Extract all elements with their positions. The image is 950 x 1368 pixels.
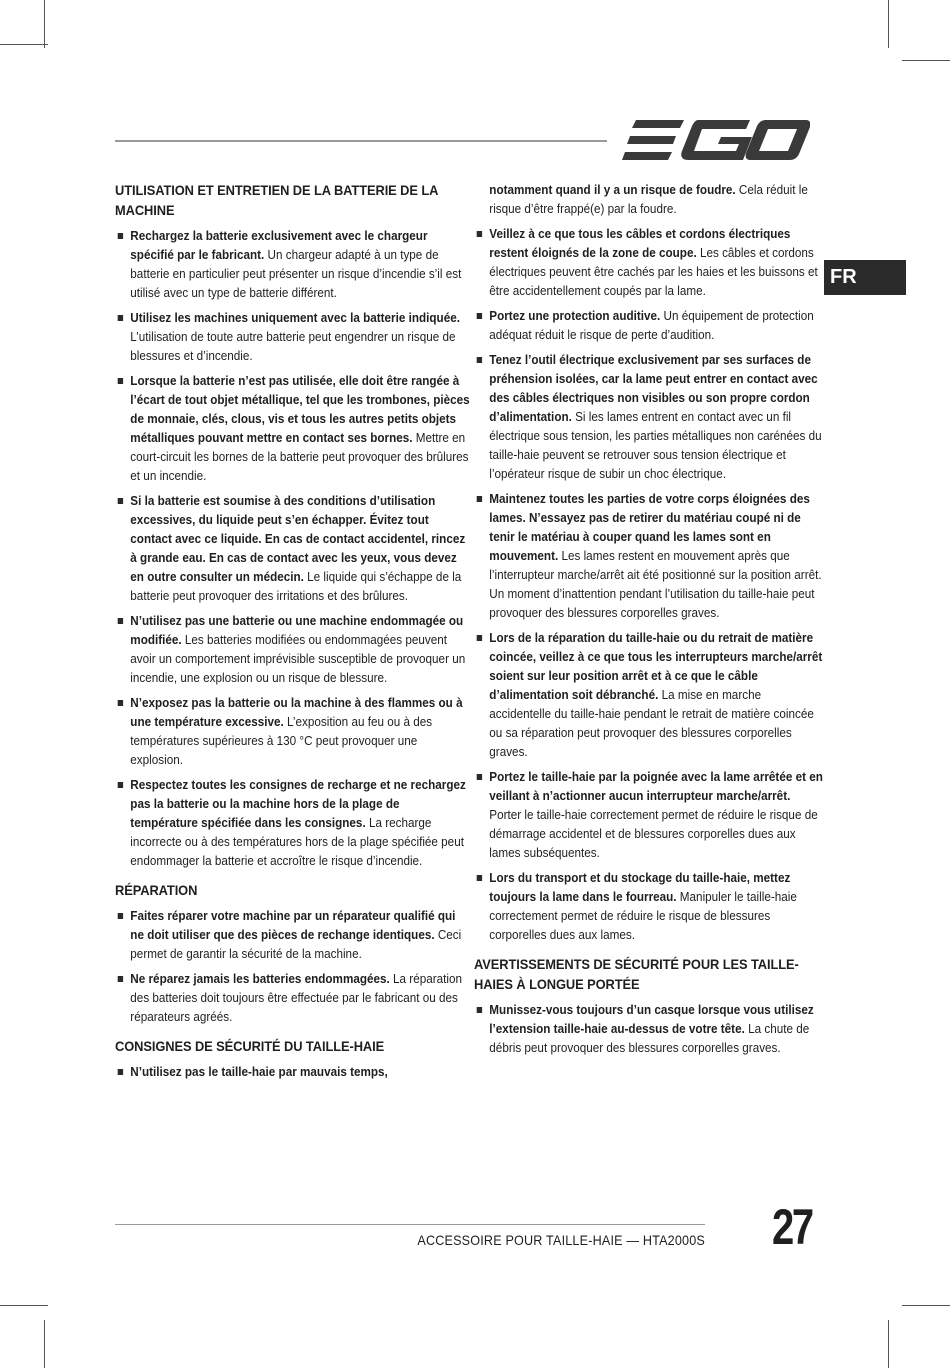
crop-mark xyxy=(44,0,45,48)
list-item: Utilisez les machines uniquement avec la batterie indiquée. L’utilisation de toute autre batterie peut engendrer un risque de blessures et d’incendie. xyxy=(115,308,470,365)
footer-rule xyxy=(115,1224,705,1225)
list-item: N’exposez pas la batterie ou la machine à des flammes ou à une température excessive. L’exposition au feu ou à des températures supérieures à 130 °C peut provoquer une explosion. xyxy=(115,693,470,769)
section-long-reach xyxy=(474,954,814,1057)
section-hedge-trimmer xyxy=(115,1036,455,1081)
list-item: Veillez à ce que tous les câbles et cordons électriques restent éloignés de la zone de coupe. Les câbles et cordons électriques peuvent être cachés par les haies et les buissons et être accidentellement coupés par la lame. xyxy=(474,224,825,300)
bullet-icon xyxy=(477,635,482,641)
list-item: Si la batterie est soumise à des conditions d’utilisation excessives, du liquide peut s’en échapper. Évitez tout contact avec ce liquide. En cas de contact accidentel, rincez à grande eau. En cas de contact avec les yeux, vous devez en outre consulter un médecin. Le liquide qui s’échappe de la batterie peut provoquer des irritations et des brûlures. xyxy=(115,491,470,605)
ego-logo xyxy=(622,118,810,162)
crop-mark xyxy=(44,1320,45,1368)
list-item: Lorsque la batterie n’est pas utilisée, elle doit être rangée à l’écart de tout objet métallique, tel que les trombones, pièces de monnaie, clés, clous, vis et tous les autres petits objets métalliques pouvant mettre en contact ses bornes. Mettre en court-circuit les bornes de la batterie peut provoquer des brûlures et un incendie. xyxy=(115,371,470,485)
list-item-continuation: notamment quand il y a un risque de foudre. Cela réduit le risque d’être frappé(e) par la foudre. xyxy=(489,182,808,216)
crop-mark xyxy=(902,1305,950,1306)
page-number: 27 xyxy=(772,1199,812,1255)
list-item: Munissez-vous toujours d’un casque lorsque vous utilisez l’extension taille-haie au-dessus de votre tête. La chute de débris peut provoquer des blessures corporelles graves. xyxy=(474,1000,825,1057)
bullet-list xyxy=(474,224,823,944)
bullet-icon xyxy=(118,782,123,788)
bullet-icon xyxy=(118,1069,123,1075)
crop-mark xyxy=(888,0,889,48)
bullet-list xyxy=(115,906,462,1026)
bullet-icon xyxy=(477,1007,482,1013)
bullet-icon xyxy=(118,976,123,982)
list-item: Rechargez la batterie exclusivement avec le chargeur spécifié par le fabricant. Un chargeur adapté à un type de batterie en particulier peut présenter un risque d’incendie s’il est utilisé avec un type de batterie différent. xyxy=(115,226,470,302)
header-rule xyxy=(115,140,607,142)
bullet-icon xyxy=(477,496,482,502)
bullet-list xyxy=(474,1000,814,1057)
section-repair xyxy=(115,880,462,1026)
list-item: Portez le taille-haie par la poignée avec la lame arrêtée et en veillant à n’actionner aucun interrupteur marche/arrêt. Porter le taille-haie correctement permet de réduire le risque de démarrage accidentel et de blessures corporelles dues aux lames subséquentes. xyxy=(474,767,825,862)
list-item: Ne réparez jamais les batteries endommagées. La réparation des batteries doit toujours être effectuée par le fabricant ou des réparateurs agréés. xyxy=(115,969,470,1026)
bullet-icon xyxy=(118,315,123,321)
crop-mark xyxy=(0,44,48,45)
section-heading: UTILISATION ET ENTRETIEN DE LA BATTERIE DE LA MACHINE xyxy=(115,182,438,218)
bullet-icon xyxy=(118,233,123,239)
crop-mark xyxy=(902,60,950,61)
list-item: Faites réparer votre machine par un réparateur qualifié qui ne doit utiliser que des pièces de rechange identiques. Ceci permet de garantir la sécurité de la machine. xyxy=(115,906,470,963)
section-heading: RÉPARATION xyxy=(115,882,198,898)
bullet-list xyxy=(115,1062,455,1081)
bullet-list xyxy=(115,226,470,870)
bullet-icon xyxy=(118,378,123,384)
bullet-icon xyxy=(477,875,482,881)
list-item: N’utilisez pas une batterie ou une machine endommagée ou modifiée. Les batteries modifiées ou endommagées peuvent avoir un comportement imprévisible susceptible de provoquer un incendie, une explosion ou un risque de blessure. xyxy=(115,611,470,687)
list-item: Lors du transport et du stockage du taille-haie, mettez toujours la lame dans le fourreau. Manipuler le taille-haie correctement permet de réduire le risque de blessures corporelles dues aux lames. xyxy=(474,868,825,944)
bullet-icon xyxy=(477,774,482,780)
crop-mark xyxy=(0,1305,48,1306)
language-tab: FR xyxy=(824,260,906,295)
section-heading: AVERTISSEMENTS DE SÉCURITÉ POUR LES TAILLE-HAIES À LONGUE PORTÉE xyxy=(474,956,799,992)
bullet-icon xyxy=(477,231,482,237)
bullet-icon xyxy=(118,700,123,706)
section-battery xyxy=(115,180,470,870)
crop-mark xyxy=(888,1320,889,1368)
list-item: N’utilisez pas le taille-haie par mauvais temps, xyxy=(115,1062,470,1081)
list-item: Respectez toutes les consignes de recharge et ne rechargez pas la batterie ou la machine hors de la plage de température spécifiée dans les consignes. La recharge incorrecte ou à des températures hors de la plage spécifiée peut endommager la batterie et accroître le risque d’incendie. xyxy=(115,775,470,870)
bullet-icon xyxy=(118,498,123,504)
left-column xyxy=(115,180,470,1091)
list-item: Lors de la réparation du taille-haie ou du retrait de matière coincée, veillez à ce que tous les interrupteurs marche/arrêt soient sur leur position arrêt et à ce que le câble d’alimentation soit débranché. La mise en marche accidentelle du taille-haie pendant le retrait de matière coincée ou sa réparation peut provoquer des blessures corporelles graves. xyxy=(474,628,825,761)
footer-title: ACCESSOIRE POUR TAILLE-HAIE — HTA2000S xyxy=(417,1232,705,1248)
bullet-icon xyxy=(477,357,482,363)
bullet-icon xyxy=(118,618,123,624)
bullet-icon xyxy=(118,913,123,919)
section-hedge-trimmer-continued xyxy=(474,224,823,944)
right-column xyxy=(474,180,823,1067)
list-item: Maintenez toutes les parties de votre corps éloignées des lames. N’essayez pas de retirer du matériau coupé ni de tenir le matériau à couper quand les lames sont en mouvement. Les lames restent en mouvement après que l’interrupteur marche/arrêt ait été positionné sur la position arrêt. Un moment d’inattention pendant l’utilisation du taille-haie peut provoquer des blessures corporelles graves. xyxy=(474,489,825,622)
list-item: Tenez l’outil électrique exclusivement par ses surfaces de préhension isolées, car la lame peut entrer en contact avec des câbles électriques non visibles ou son propre cordon d’alimentation. Si les lames entrent en contact avec un fil électrique sous tension, les parties métalliques non carénées du taille-haie peuvent se retrouver sous tension électrique et l’opérateur risque de subir un choc électrique. xyxy=(474,350,825,483)
section-heading: CONSIGNES DE SÉCURITÉ DU TAILLE-HAIE xyxy=(115,1038,385,1054)
list-item: Portez une protection auditive. Un équipement de protection adéquat réduit le risque de perte d’audition. xyxy=(474,306,825,344)
bullet-icon xyxy=(477,313,482,319)
